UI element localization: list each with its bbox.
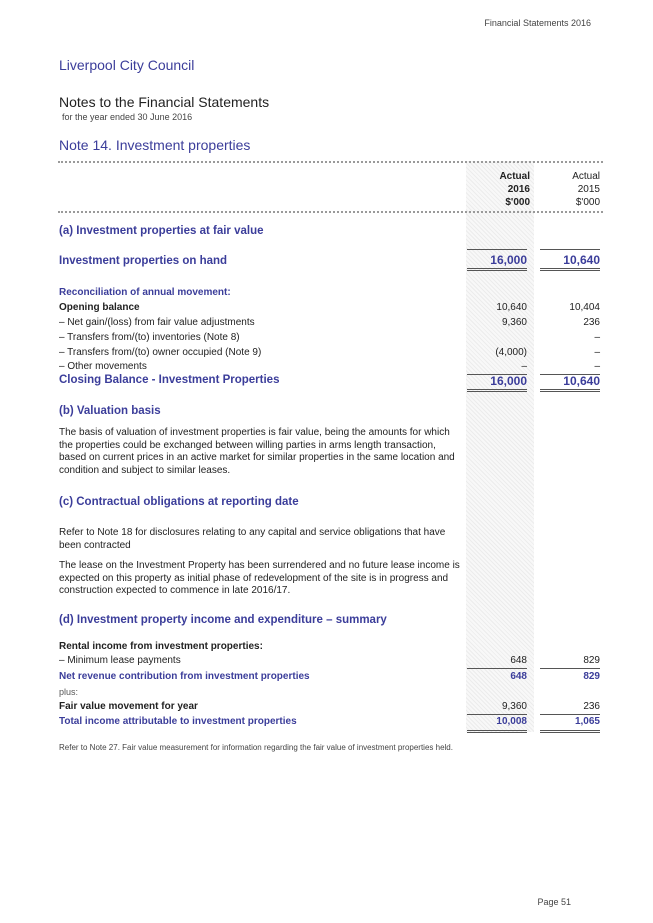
fair-value-2015-underline [540,714,600,715]
opening-balance-2015: 10,404 [569,302,600,313]
net-gain-2016: 9,360 [501,317,527,328]
on-hand-2016: 16,000 [490,253,527,267]
lease-surrender-text: The lease on the Investment Property has been surrendered and no future lease income is expected on this property as initial phase of redevelopment of the site is in progress and construction expected to commence in late 2016/17. [59,560,460,596]
notes-subtitle: for the year ended 30 June 2016 [62,112,193,122]
closing-balance-2015: 10,640 [563,374,600,388]
closing-2016-underline [467,389,527,392]
column-header-2015: Actual 2015 $'000 [572,171,600,208]
other-movements-2015: – [594,361,600,372]
valuation-basis-text: The basis of valuation of investment properties is fair value, being the amounts for which the properties could be exchanged between willing parties in arms length transaction, based on current prices in an active market for similar properties in the same location and condition and subject to similar leases. [59,427,455,476]
closing-balance-2016: 16,000 [490,374,527,388]
header-rule [58,211,603,213]
minimum-lease-2015: 829 [583,655,600,666]
notes-title: Notes to the Financial Statements [59,94,270,110]
section-d-heading: (d) Investment property income and expenditure – summary [59,614,387,626]
minimum-lease-2016: 648 [510,655,527,666]
section-c-heading: (c) Contractual obligations at reporting date [59,496,299,508]
net-revenue-label: Net revenue contribution from investment properties [59,671,310,682]
current-year-column-shading [466,161,534,732]
rental-income-heading: Rental income from investment properties: [59,641,263,652]
on-hand-2015-overline [540,249,600,250]
minimum-lease-2015-underline [540,668,600,669]
on-hand-label: Investment properties on hand [59,255,228,267]
fair-value-movement-2015: 236 [583,701,600,712]
net-gain-label: – Net gain/(loss) from fair value adjustments [59,317,255,328]
section-b-heading: (b) Valuation basis [59,405,161,417]
total-income-2015-underline [540,730,600,733]
transfers-owner-label: – Transfers from/(to) owner occupied (Note 9) [59,347,262,358]
reconciliation-heading: Reconciliation of annual movement: [59,287,231,298]
page-number: Page 51 [537,897,571,907]
total-income-2015: 1,065 [574,716,600,727]
transfers-owner-2015: – [594,347,600,358]
net-gain-2015: 236 [583,317,600,328]
net-revenue-2016: 648 [510,671,527,682]
column-header-2016: Actual 2016 $'000 [499,171,530,208]
running-header: Financial Statements 2016 [484,18,591,28]
fair-value-movement-label: Fair value movement for year [59,701,198,712]
on-hand-2016-overline [467,249,527,250]
note-title: Note 14. Investment properties [59,137,251,153]
transfers-inventories-label: – Transfers from/(to) inventories (Note 8) [59,332,240,343]
plus-label: plus: [59,687,79,697]
closing-2015-underline [540,389,600,392]
opening-balance-2016: 10,640 [496,302,527,313]
top-rule [58,161,603,163]
transfers-owner-2016: (4,000) [495,347,527,358]
organisation-name: Liverpool City Council [59,57,195,73]
on-hand-2016-underline [467,268,527,271]
total-income-label: Total income attributable to investment properties [59,716,297,727]
footnote: Refer to Note 27. Fair value measurement for information regarding the fair value of investment properties held. [59,743,453,752]
net-revenue-2015: 829 [583,671,600,682]
closing-balance-label: Closing Balance - Investment Properties [59,374,280,386]
other-movements-label: – Other movements [59,361,147,372]
minimum-lease-2016-underline [467,668,527,669]
fair-value-movement-2016: 9,360 [501,701,527,712]
section-a-heading: (a) Investment properties at fair value [59,225,264,237]
total-income-2016: 10,008 [496,716,527,727]
on-hand-2015: 10,640 [563,253,600,267]
total-income-2016-underline [467,730,527,733]
minimum-lease-label: – Minimum lease payments [59,655,181,666]
opening-balance-label: Opening balance [59,302,140,313]
contractual-obligations-text: Refer to Note 18 for disclosures relating to any capital and service obligations that have been contracted [59,527,446,551]
other-movements-2016: – [521,361,527,372]
transfers-inventories-2015: – [594,332,600,343]
fair-value-2016-underline [467,714,527,715]
on-hand-2015-underline [540,268,600,271]
